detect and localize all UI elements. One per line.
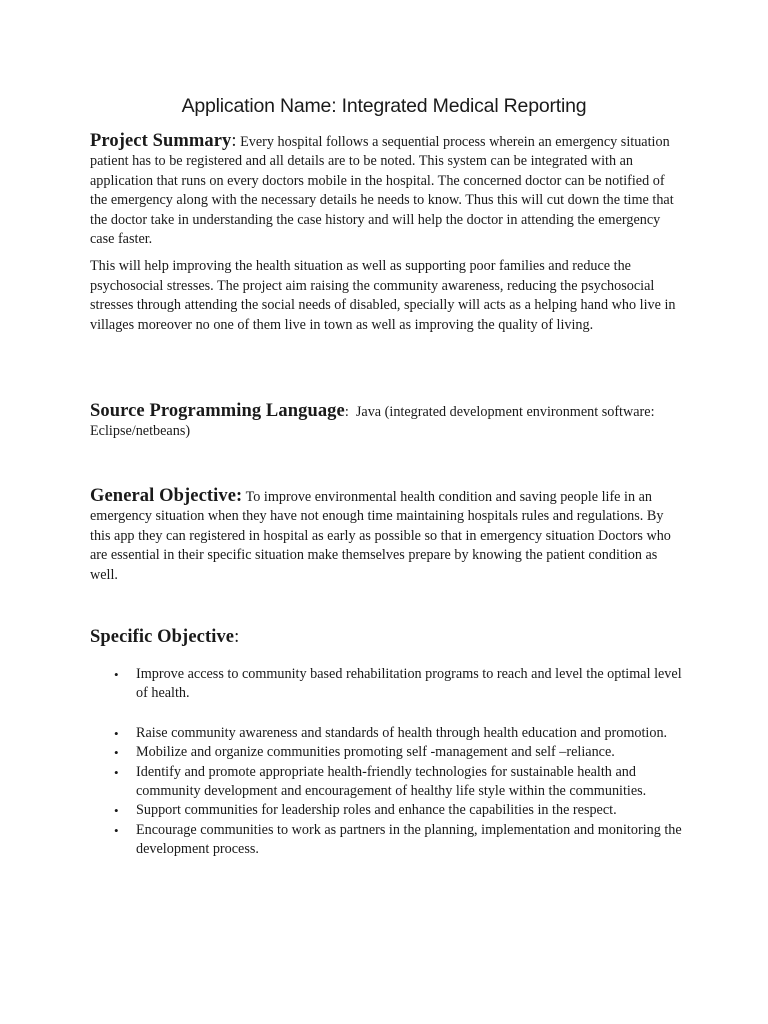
project-summary-section xyxy=(90,132,680,335)
general-objective-heading: General Objective: xyxy=(90,486,243,506)
bullet-icon: • xyxy=(114,803,119,819)
source-language-text: Java (integrated development environment software: Eclipse/netbeans) xyxy=(90,404,655,440)
project-summary-text-1: Every hospital follows a sequential process wherein an emergency situation patient has to be registered and all details are to be noted. This system can be integrated with an application that runs on every doctors mobile in the hospital. The concerned doctor can be notified of the emergency along with the necessary details he needs to know. Thus this will cut down the time that the doctor take in understanding the case history and will help the doctor in attending the emergency case faster. xyxy=(90,134,674,248)
general-objective-section xyxy=(90,487,680,585)
source-language-paragraph xyxy=(90,402,680,442)
project-summary-colon: : xyxy=(231,131,237,151)
list-item-text: Identify and promote appropriate health-friendly technologies for sustainable health and community development and encouragement of healthy life style within the communities. xyxy=(136,763,647,800)
list-item xyxy=(112,665,682,704)
list-item xyxy=(112,801,682,820)
bullet-icon: • xyxy=(114,745,119,761)
bullet-icon: • xyxy=(114,822,119,838)
list-item-text: Encourage communities to work as partners in the planning, implementation and monitoring the development process. xyxy=(136,821,682,858)
specific-objective-colon: : xyxy=(234,627,240,647)
list-item xyxy=(112,724,682,743)
list-item xyxy=(112,763,682,802)
list-item-text: Improve access to community based rehabilitation programs to reach and level the optimal level of health. xyxy=(136,666,682,702)
project-summary-paragraph-2: This will help improving the health situation as well as supporting poor families and reduce the psychosocial stresses. The project aim raising the community awareness, reducing the psychosocial stresses through attending the social needs of disabled, specially will acts as a helping hand who live in villages moreover no one of them live in town as well as improving the quality of living. xyxy=(90,258,676,333)
bullet-icon: • xyxy=(114,725,119,741)
project-summary-paragraph-1 xyxy=(90,132,680,249)
project-summary-heading: Project Summary xyxy=(90,131,232,151)
document-title: Application Name: Integrated Medical Reporting xyxy=(181,95,587,117)
bullet-icon: • xyxy=(114,667,119,682)
specific-objective-heading: Specific Objective xyxy=(90,627,235,647)
list-item-text: Mobilize and organize communities promoting self -management and self –reliance. xyxy=(136,744,615,761)
source-language-colon: : xyxy=(344,404,349,420)
source-language-section xyxy=(90,402,680,442)
specific-objective-list xyxy=(112,665,682,860)
bullet-icon: • xyxy=(114,764,119,780)
list-item-text: Raise community awareness and standards of health through health education and promotion. xyxy=(136,724,668,741)
specific-objective-heading-line xyxy=(90,628,680,648)
list-item xyxy=(112,821,682,860)
list-item-text: Support communities for leadership roles and enhance the capabilities in the respect. xyxy=(136,802,617,819)
general-objective-paragraph xyxy=(90,487,680,585)
source-language-heading: Source Programming Language xyxy=(90,401,345,421)
list-item xyxy=(112,743,682,762)
specific-objective-section xyxy=(90,628,680,648)
general-objective-text: To improve environmental health condition and saving people life in an emergency situation when they have not enough time maintaining hospitals rules and regulations. By this app they can registered in hospital as early as possible so that in emergency situation Doctors who are essential in their specific situation make themselves prepare by knowing the patient condition as well. xyxy=(90,489,671,583)
